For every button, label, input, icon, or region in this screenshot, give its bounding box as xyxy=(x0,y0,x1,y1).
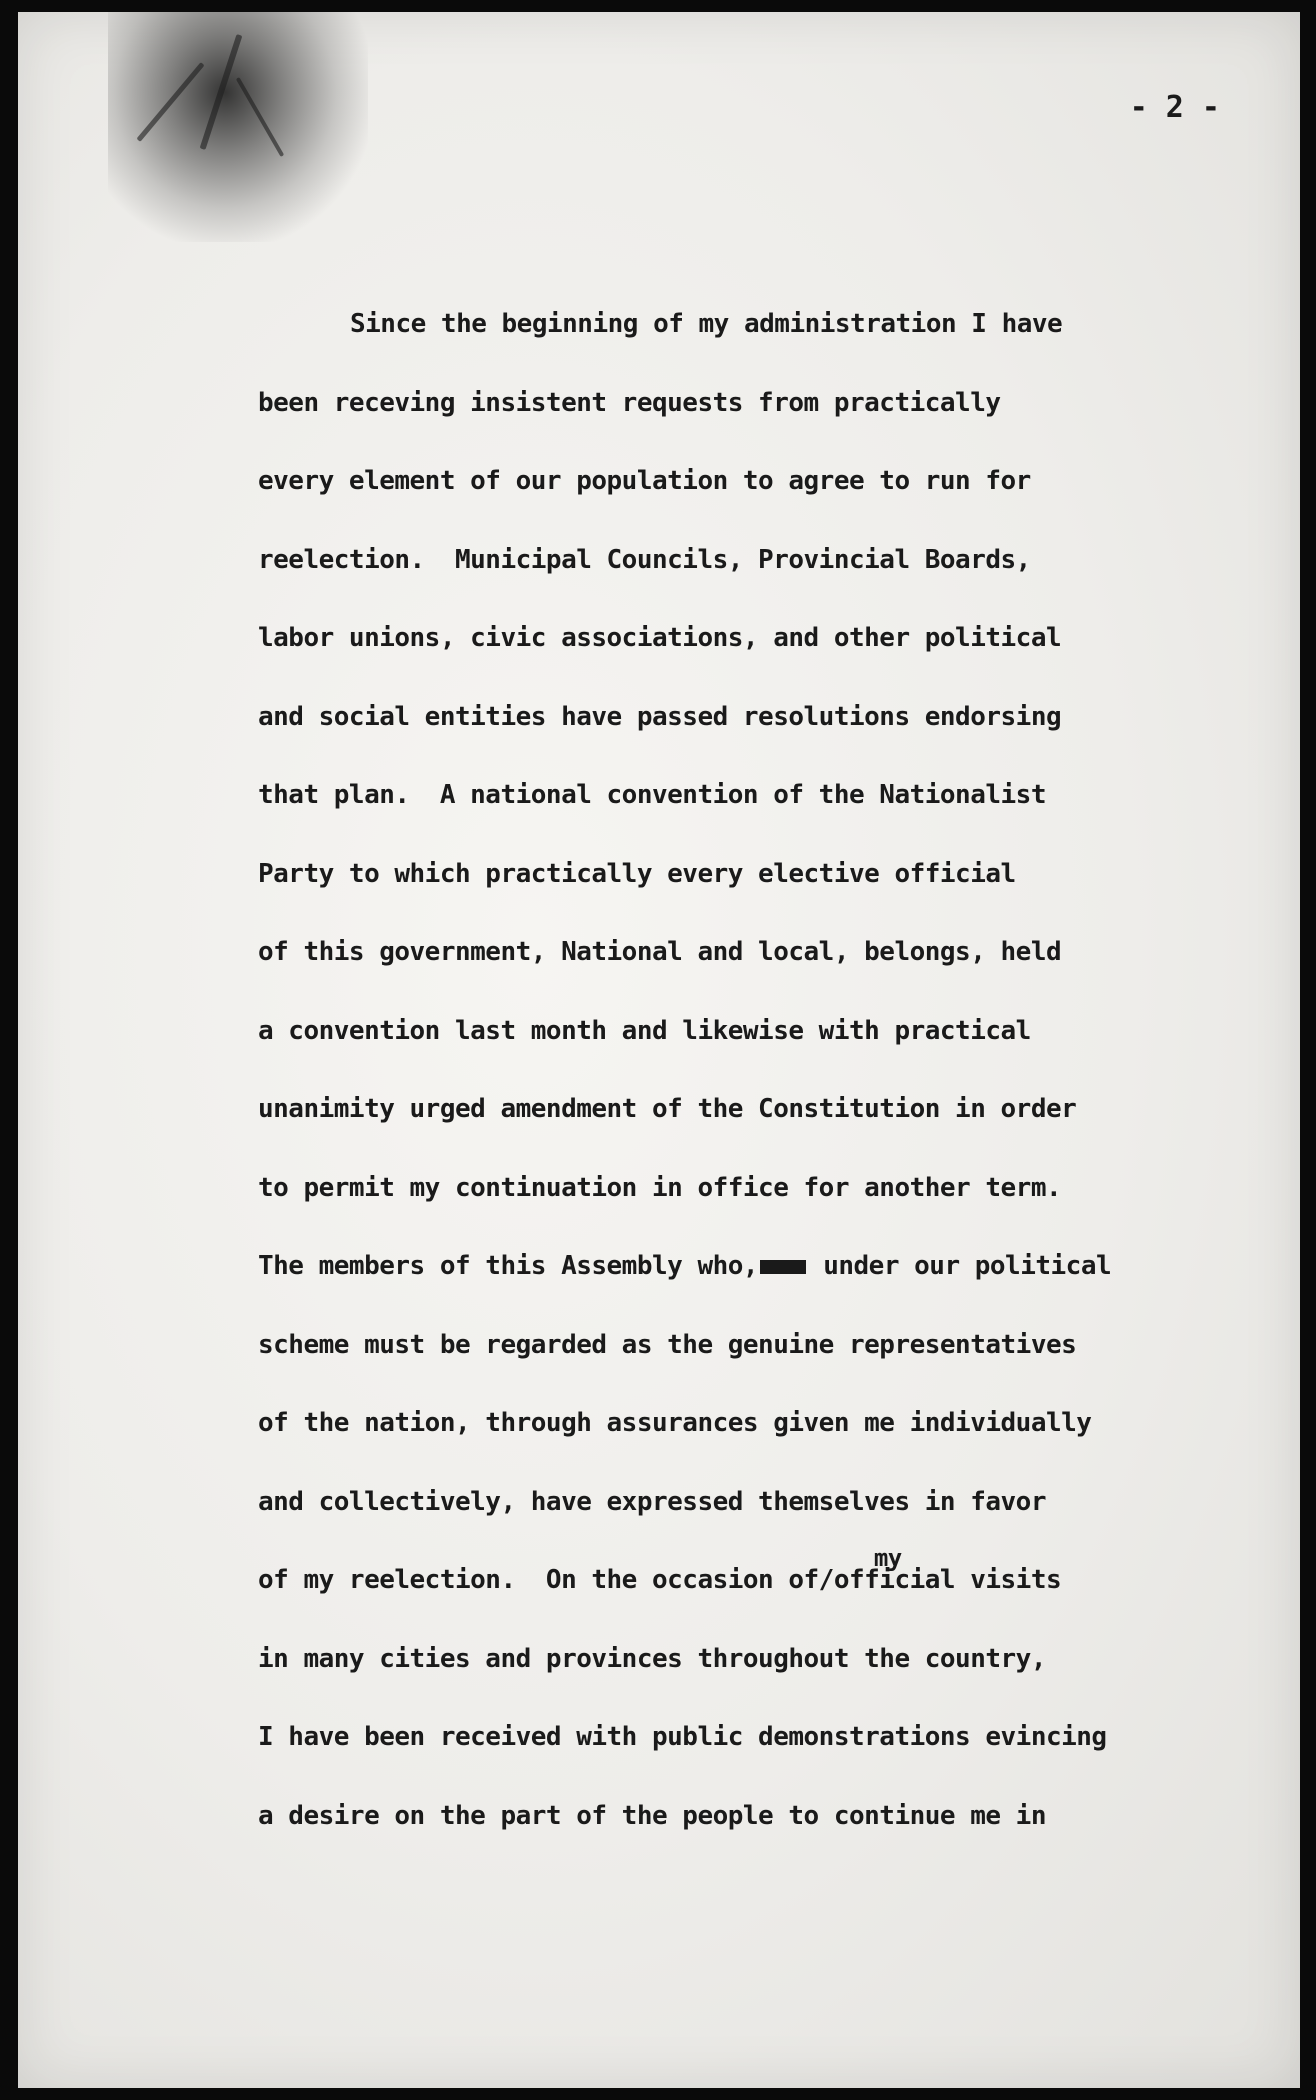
text-line: I have been received with public demonstrations evincing xyxy=(258,1722,1107,1752)
typed-text-body xyxy=(258,304,1218,1874)
text-line-with-insertion xyxy=(258,1544,1218,1639)
text-line: unanimity urged amendment of the Constitution in order xyxy=(258,1094,1077,1124)
page-number: - 2 - xyxy=(1129,90,1220,125)
text-line: of the nation, through assurances given me individually xyxy=(258,1408,1092,1438)
text-line-with-strikeout xyxy=(258,1246,1218,1325)
insertion-wrap xyxy=(833,1544,1062,1600)
text-line: in many cities and provinces throughout the country, xyxy=(258,1643,1046,1674)
text-line: scheme must be regarded as the genuine representatives xyxy=(258,1329,1077,1360)
text-line: that plan. A national convention of the Nationalist xyxy=(258,780,1046,810)
text-line: of this government, National and local, belongs, held xyxy=(258,937,1062,967)
text-line: Since the beginning of my administration I have xyxy=(350,309,1063,339)
text-line: Party to which practically every elective official xyxy=(258,858,1016,889)
text-line: labor unions, civic associations, and other political xyxy=(258,623,1062,653)
text-segment: The members of this Assembly who, xyxy=(258,1251,759,1281)
text-segment: official visits xyxy=(833,1565,1062,1595)
text-line: to permit my continuation in office for another term. xyxy=(258,1172,1062,1203)
strikeout-mark xyxy=(760,1260,806,1274)
handwritten-insertion: my xyxy=(873,1544,902,1572)
text-line: reelection. Municipal Councils, Provincial Boards, xyxy=(258,544,1031,575)
text-segment: of my reelection. On the occasion of/ xyxy=(258,1565,834,1595)
text-segment: under our political xyxy=(808,1251,1112,1281)
text-line: and social entities have passed resolutions endorsing xyxy=(258,701,1062,732)
text-line: a convention last month and likewise with practical xyxy=(258,1015,1031,1046)
text-line: every element of our population to agree to run for xyxy=(258,466,1031,496)
text-line: a desire on the part of the people to continue me in xyxy=(258,1800,1046,1831)
document-page xyxy=(18,12,1300,2088)
text-line: and collectively, have expressed themselves in favor xyxy=(258,1486,1046,1517)
text-line: been receving insistent requests from practically xyxy=(258,387,1001,418)
